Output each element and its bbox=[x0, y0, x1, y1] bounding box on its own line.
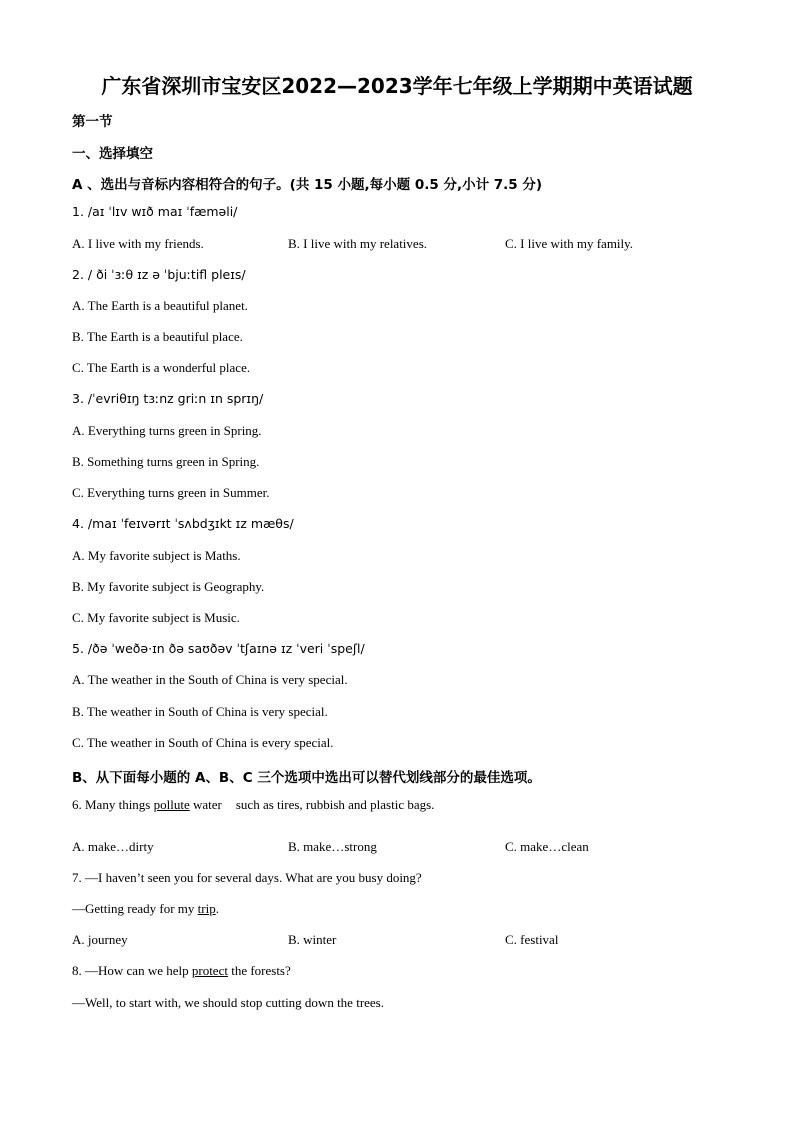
q7-option-a: A. journey bbox=[72, 932, 128, 947]
q6-underlined-word: pollute bbox=[153, 797, 190, 812]
q1-option-b: B. I live with my relatives. bbox=[288, 236, 428, 251]
q3-option-b: B. Something turns green in Spring. bbox=[72, 454, 260, 469]
q6-option-b: B. make…strong bbox=[288, 839, 377, 854]
q7-stem-line1: 7. —I haven’t seen you for several days. What are you busy doing? bbox=[72, 870, 422, 885]
page-title: 广东省深圳市宝安区2022—2023学年七年级上学期期中英语试题 bbox=[101, 74, 693, 98]
q6-option-c: C. make…clean bbox=[505, 839, 589, 854]
q4-option-c: C. My favorite subject is Music. bbox=[72, 610, 240, 625]
q5-stem: 5. /ðə ˈweðə·ɪn ðə saʊðəv ˈtʃaɪnə ɪz ˈveri ˈspeʃl/ bbox=[72, 641, 365, 656]
q7-option-c: C. festival bbox=[505, 932, 559, 947]
q5-option-a: A. The weather in the South of China is very special. bbox=[72, 672, 348, 687]
q1-option-c: C. I live with my family. bbox=[505, 236, 634, 251]
q2-option-a: A. The Earth is a beautiful planet. bbox=[72, 298, 248, 313]
q2-option-c: C. The Earth is a wonderful place. bbox=[72, 360, 251, 375]
q8-stem-line2: —Well, to start with, we should stop cutting down the trees. bbox=[72, 995, 384, 1010]
q5-option-c: C. The weather in South of China is every special. bbox=[72, 735, 334, 750]
q3-stem: 3. /ˈevriθɪŋ tɜːnz ɡriːn ɪn sprɪŋ/ bbox=[72, 391, 264, 406]
q4-option-b: B. My favorite subject is Geography. bbox=[72, 579, 265, 594]
q6-option-a: A. make…dirty bbox=[72, 839, 154, 854]
q3-option-a: A. Everything turns green in Spring. bbox=[72, 423, 262, 438]
q6-stem bbox=[72, 797, 434, 813]
section-label: 第一节 bbox=[72, 114, 113, 130]
q7-stem-post: . bbox=[215, 901, 219, 916]
q7-stem-pre: —Getting ready for my bbox=[72, 901, 198, 916]
q7-underlined-word: trip bbox=[197, 901, 216, 916]
q7-option-b: B. winter bbox=[288, 932, 337, 947]
q7-stem-line2 bbox=[72, 901, 219, 917]
part-b-heading: B、从下面每小题的 A、B、C 三个选项中选出可以替代划线部分的最佳选项。 bbox=[72, 770, 541, 786]
q4-option-a: A. My favorite subject is Maths. bbox=[72, 548, 241, 563]
q2-stem: 2. / ði ˈɜːθ ɪz ə ˈbjuːtifl pleɪs/ bbox=[72, 267, 246, 282]
q1-stem: 1. /aɪ ˈlɪv wɪð maɪ ˈfæməli/ bbox=[72, 204, 238, 219]
q1-option-a: A. I live with my friends. bbox=[72, 236, 204, 251]
q8-underlined-word: protect bbox=[191, 963, 228, 978]
part-a-heading: A 、选出与音标内容相符合的句子。(共 15 小题,每小题 0.5 分,小计 7.5 分) bbox=[72, 177, 543, 193]
q6-stem-post: such as tires, rubbish and plastic bags. bbox=[235, 797, 435, 812]
q5-option-b: B. The weather in South of China is very special. bbox=[72, 704, 328, 719]
q8-stem-pre: 8. —How can we help bbox=[72, 963, 192, 978]
q8-stem-post: the forests? bbox=[227, 963, 291, 978]
q6-stem-mid: water bbox=[189, 797, 222, 812]
q4-stem: 4. /maɪ ˈfeɪvərɪt ˈsʌbdʒɪkt ɪz mæθs/ bbox=[72, 516, 294, 531]
q2-option-b: B. The Earth is a beautiful place. bbox=[72, 329, 243, 344]
q3-option-c: C. Everything turns green in Summer. bbox=[72, 485, 270, 500]
q6-stem-pre: 6. Many things bbox=[72, 797, 154, 812]
q8-stem-line1 bbox=[72, 963, 291, 979]
part-one-heading: 一、选择填空 bbox=[72, 146, 153, 162]
